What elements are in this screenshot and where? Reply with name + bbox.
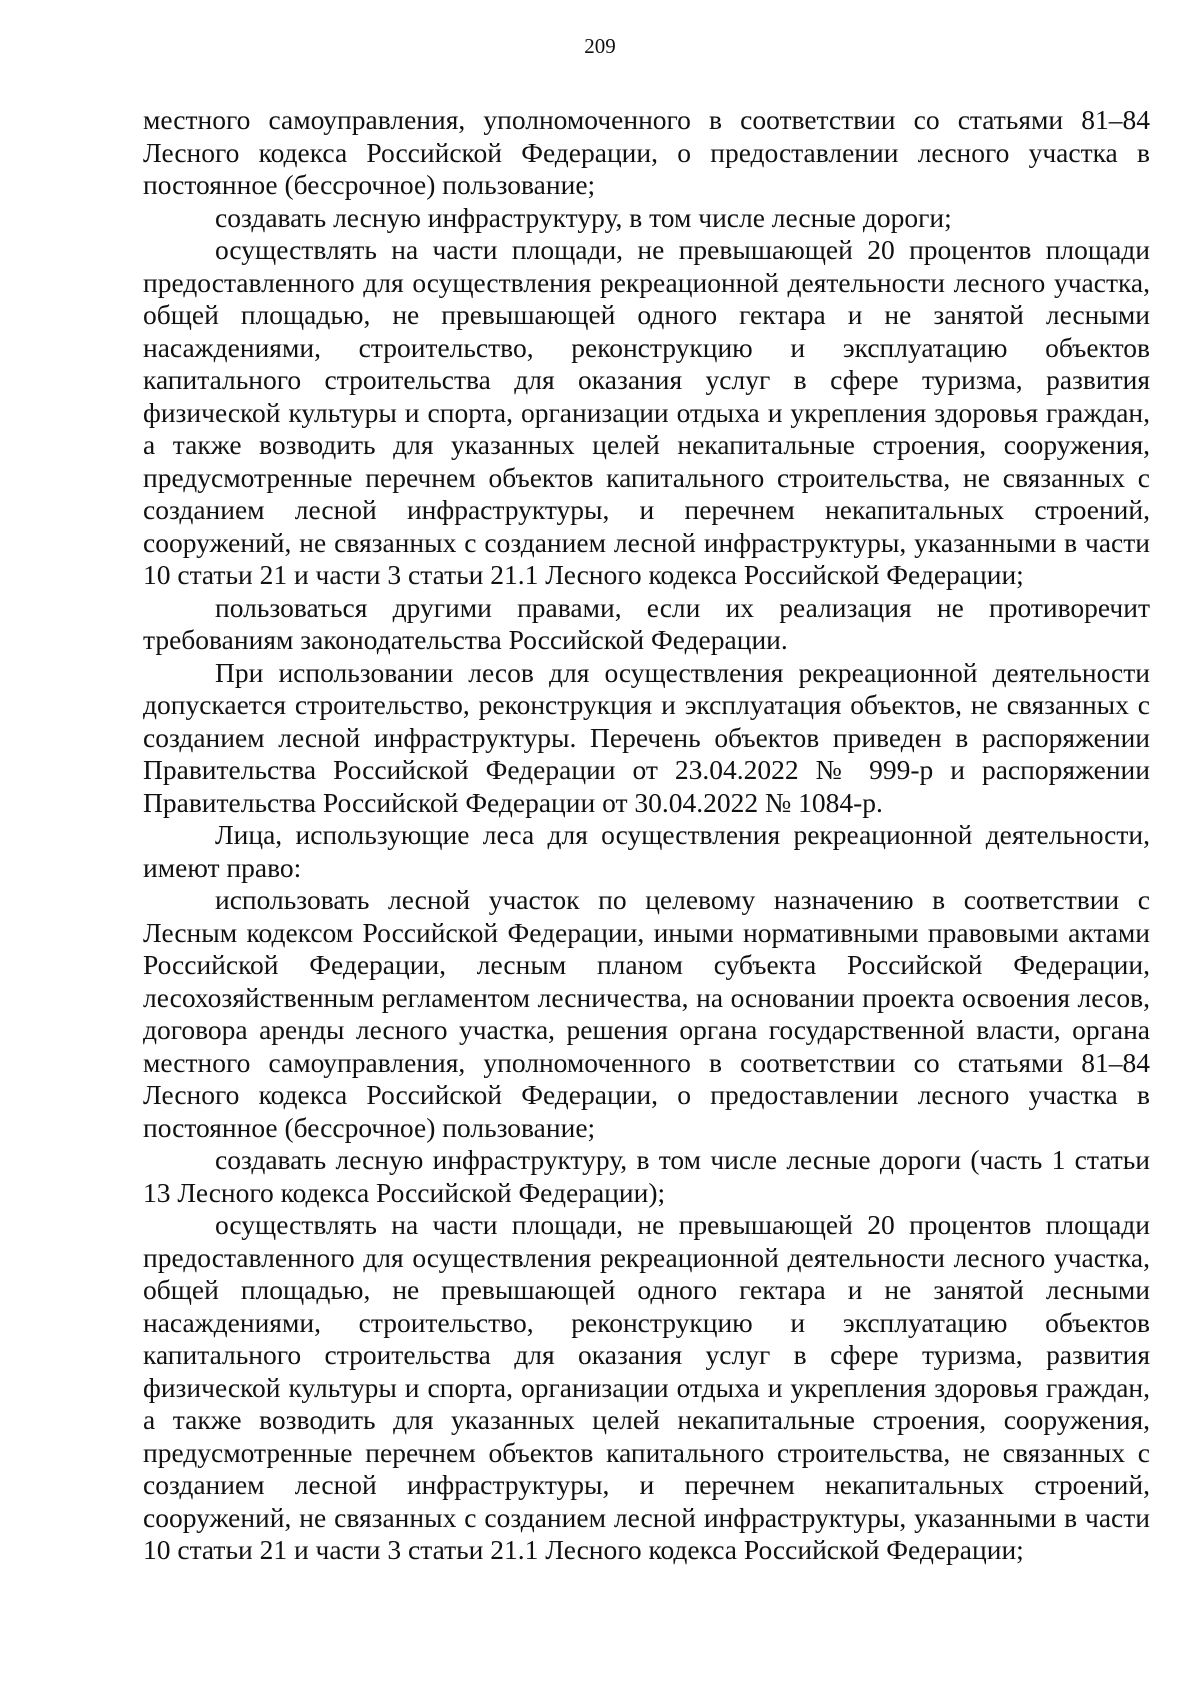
paragraph: При использовании лесов для осуществления рекреационной деятельности допускается строительство, реконструкция и эксплуатация объектов, не связанных с созданием лесной инфраструктуры. Перечень объектов приведен в распоряжении Правительства Российской Федерации от 23.04.2022 № 999-р и распоряжении Правительства Российской Федерации от 30.04.2022 № 1084-р. (143, 656, 1150, 818)
page-number: 209 (584, 34, 616, 58)
paragraph: местного самоуправления, уполномоченного в соответствии со статьями 81–84 Лесного кодекса Российской Федерации, о предоставлении лесного участка в постоянное (бессрочное) пользование; (143, 104, 1150, 200)
paragraph: использовать лесной участок по целевому назначению в соответствии с Лесным кодексом Российской Федерации, иными нормативными правовыми актами Российской Федерации, лесным планом субъекта Российской Федерации, лесохозяйственным регламентом лесничества, на основании проекта освоения лесов, договора аренды лесного участка, решения органа государственной власти, органа местного самоуправления, уполномоченного в соответствии со статьями 81–84 Лесного кодекса Российской Федерации, о предоставлении лесного участка в постоянное (бессрочное) пользование; (143, 884, 1150, 1143)
document-body (143, 104, 1150, 1567)
paragraph: осуществлять на части площади, не превышающей 20 процентов площади предоставленного для осуществления рекреационной деятельности лесного участка, общей площадью, не превышающей одного гектара и не занятой лесными насаждениями, строительство, реконструкцию и эксплуатацию объектов капитального строительства для оказания услуг в сфере туризма, развития физической культуры и спорта, организации отдыха и укрепления здоровья граждан, а также возводить для указанных целей некапитальные строения, сооружения, предусмотренные перечнем объектов капитального строительства, не связанных с созданием лесной инфраструктуры, и перечнем некапитальных строений, сооружений, не связанных с созданием лесной инфраструктуры, указанными в части 10 статьи 21 и части 3 статьи 21.1 Лесного кодекса Российской Федерации; (143, 234, 1150, 590)
paragraph: создавать лесную инфраструктуру, в том числе лесные дороги; (215, 201, 952, 233)
paragraph: осуществлять на части площади, не превышающей 20 процентов площади предоставленного для осуществления рекреационной деятельности лесного участка, общей площадью, не превышающей одного гектара и не занятой лесными насаждениями, строительство, реконструкцию и эксплуатацию объектов капитального строительства для оказания услуг в сфере туризма, развития физической культуры и спорта, организации отдыха и укрепления здоровья граждан, а также возводить для указанных целей некапитальные строения, сооружения, предусмотренные перечнем объектов капитального строительства, не связанных с созданием лесной инфраструктуры, и перечнем некапитальных строений, сооружений, не связанных с созданием лесной инфраструктуры, указанными в части 10 статьи 21 и части 3 статьи 21.1 Лесного кодекса Российской Федерации; (143, 1209, 1150, 1565)
paragraph: Лица, использующие леса для осуществления рекреационной деятельности, имеют право: (143, 819, 1150, 883)
paragraph: создавать лесную инфраструктуру, в том числе лесные дороги (часть 1 статьи 13 Лесного кодекса Российской Федерации); (143, 1144, 1150, 1208)
paragraph: пользоваться другими правами, если их реализация не противоречит требованиям законодательства Российской Федерации. (143, 591, 1150, 655)
